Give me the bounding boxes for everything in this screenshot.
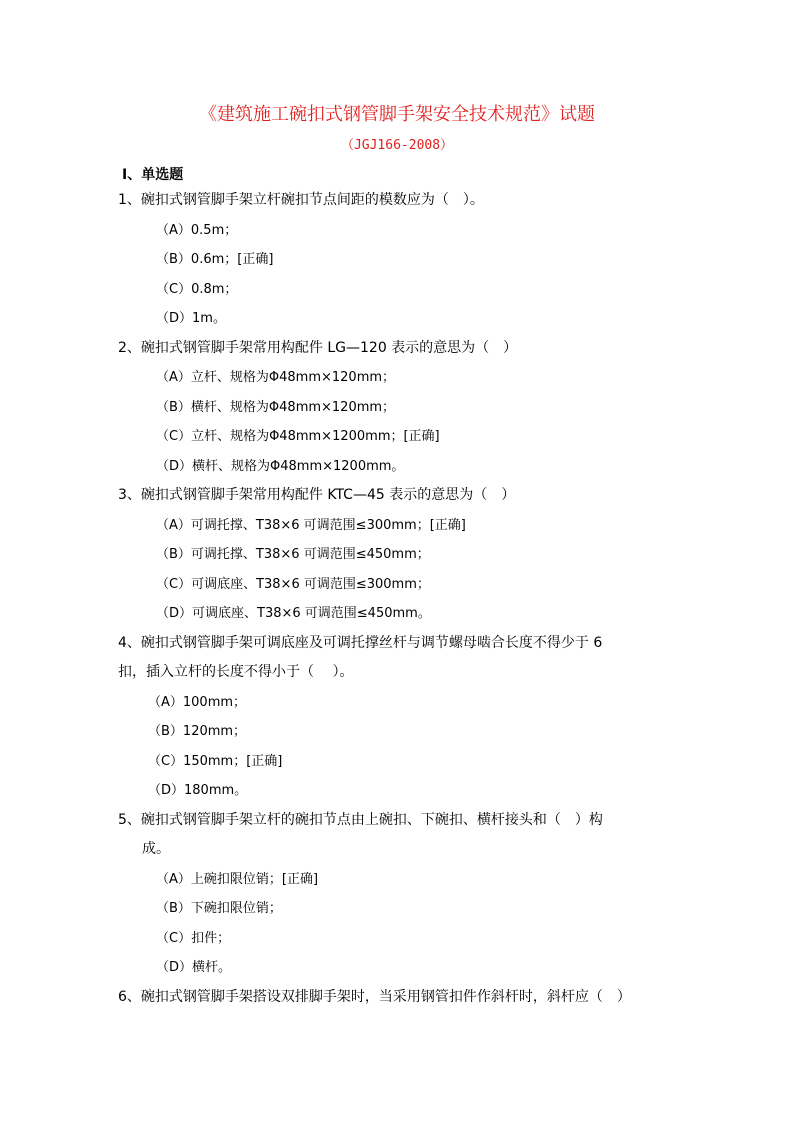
option-b: （B）0.6m；[正确] bbox=[156, 252, 274, 267]
question-text: 6、碗扣式钢管脚手架搭设双排脚手架时，当采用钢管扣件作斜杆时，斜杆应（ ） bbox=[118, 988, 631, 1005]
option-b: （B）横杆、规格为Φ48mm×120mm； bbox=[156, 399, 396, 415]
document-title: 《建筑施工碗扣式钢管脚手架安全技术规范》试题 bbox=[199, 104, 595, 125]
option-d: （D）1m。 bbox=[156, 311, 226, 326]
option-c: （C）可调底座、T38×6 可调范围≤300mm； bbox=[156, 576, 430, 592]
question-text-continued: 扣，插入立杆的长度不得小于（ ）。 bbox=[118, 664, 354, 680]
option-a: （A）0.5m； bbox=[156, 222, 238, 238]
document-subtitle: （JGJ166-2008） bbox=[340, 138, 454, 153]
question-text-continued: 成。 bbox=[142, 841, 170, 857]
option-b: （B）120mm； bbox=[148, 724, 247, 739]
question-6 bbox=[118, 983, 698, 1013]
option-a: （A）立杆、规格为Φ48mm×120mm； bbox=[156, 370, 396, 385]
option-d: （D）180mm。 bbox=[148, 783, 248, 798]
question-text: 2、碗扣式钢管脚手架常用构配件 LG—120 表示的意思为（ ） bbox=[118, 339, 518, 356]
option-c: （C）0.8m； bbox=[156, 281, 238, 297]
option-a: （A）上碗扣限位销；[正确] bbox=[156, 871, 319, 887]
question-5 bbox=[118, 806, 698, 983]
option-d: （D）可调底座、T38×6 可调范围≤450mm。 bbox=[156, 606, 431, 621]
option-a: （A）可调托撑、T38×6 可调范围≤300mm；[正确] bbox=[156, 517, 466, 533]
option-c: （C）扣件； bbox=[156, 930, 231, 946]
question-text: 5、碗扣式钢管脚手架立杆的碗扣节点由上碗扣、下碗扣、横杆接头和（ ）构 bbox=[118, 811, 603, 828]
document-body bbox=[118, 164, 698, 1012]
question-text: 3、碗扣式钢管脚手架常用构配件 KTC—45 表示的意思为（ ） bbox=[118, 487, 516, 503]
question-2 bbox=[118, 334, 698, 482]
option-b: （B）下碗扣限位销； bbox=[156, 901, 282, 916]
question-4 bbox=[118, 629, 698, 806]
option-d: （D）横杆。 bbox=[156, 960, 232, 975]
option-d: （D）横杆、规格为Φ48mm×1200mm。 bbox=[156, 458, 405, 474]
question-text: 1、碗扣式钢管脚手架立杆碗扣节点间距的模数应为（ ）。 bbox=[118, 192, 484, 208]
option-c: （C）150mm；[正确] bbox=[148, 753, 283, 769]
question-text: 4、碗扣式钢管脚手架可调底座及可调托撑丝杆与调节螺母啮合长度不得少于 6 bbox=[118, 634, 603, 651]
question-1 bbox=[118, 186, 698, 334]
option-c: （C）立杆、规格为Φ48mm×1200mm；[正确] bbox=[156, 429, 440, 444]
option-a: （A）100mm； bbox=[148, 694, 247, 710]
question-3 bbox=[118, 481, 698, 629]
option-b: （B）可调托撑、T38×6 可调范围≤450mm； bbox=[156, 547, 430, 562]
section-heading: Ⅰ、单选题 bbox=[122, 167, 184, 183]
